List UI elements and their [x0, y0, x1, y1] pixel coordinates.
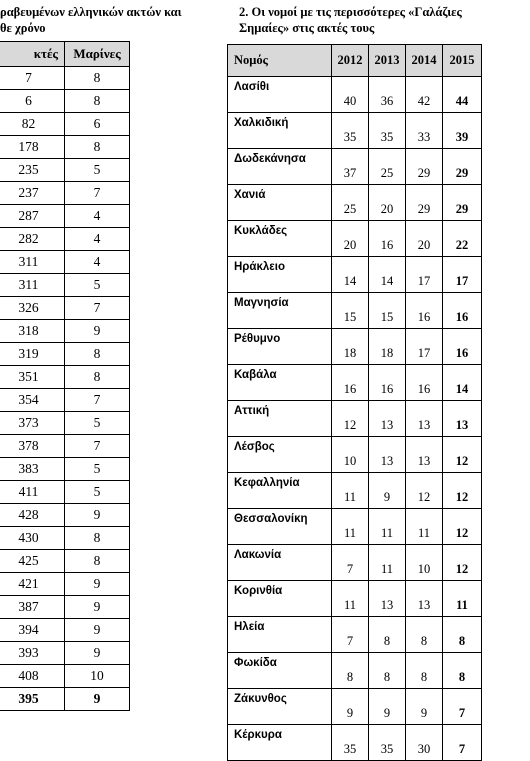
- value-2015-cell: 14: [443, 365, 482, 401]
- table-row: [0, 688, 130, 711]
- value-2012-cell: 11: [332, 581, 369, 617]
- table-row: [0, 136, 130, 159]
- value-2015-cell: 16: [443, 329, 482, 365]
- marinas-cell: 9: [65, 688, 130, 711]
- table-row: [228, 221, 482, 257]
- value-2012-cell: 40: [332, 77, 369, 113]
- value-2014-cell: 10: [406, 545, 443, 581]
- table-row: [0, 159, 130, 182]
- table-row: [228, 365, 482, 401]
- beaches-cell: 311: [0, 251, 65, 274]
- table-row: [0, 642, 130, 665]
- value-2012-cell: 25: [332, 185, 369, 221]
- value-2013-cell: 18: [369, 329, 406, 365]
- prefecture-cell: Ζάκυνθος: [228, 689, 332, 725]
- table-row: [0, 182, 130, 205]
- value-2012-cell: 9: [332, 689, 369, 725]
- marinas-cell: 8: [65, 67, 130, 90]
- value-2014-cell: 30: [406, 725, 443, 761]
- value-2014-cell: 29: [406, 149, 443, 185]
- marinas-cell: 9: [65, 596, 130, 619]
- table-row: [0, 596, 130, 619]
- value-2015-cell: 22: [443, 221, 482, 257]
- table-row: [228, 545, 482, 581]
- table-row: [228, 77, 482, 113]
- prefecture-cell: Λασίθι: [228, 77, 332, 113]
- table-row: [228, 617, 482, 653]
- marinas-cell: 9: [65, 320, 130, 343]
- value-2012-cell: 14: [332, 257, 369, 293]
- value-2014-cell: 29: [406, 185, 443, 221]
- value-2012-cell: 20: [332, 221, 369, 257]
- table-row: [0, 297, 130, 320]
- table-row: [228, 293, 482, 329]
- prefecture-cell: Κεφαλληνία: [228, 473, 332, 509]
- value-2012-cell: 11: [332, 509, 369, 545]
- prefecture-cell: Δωδεκάνησα: [228, 149, 332, 185]
- header-year-2012: 2012: [332, 45, 369, 77]
- marinas-cell: 9: [65, 642, 130, 665]
- value-2014-cell: 20: [406, 221, 443, 257]
- value-2012-cell: 7: [332, 617, 369, 653]
- value-2015-cell: 12: [443, 437, 482, 473]
- value-2014-cell: 16: [406, 293, 443, 329]
- marinas-cell: 8: [65, 136, 130, 159]
- header-marinas: Μαρίνες: [65, 42, 130, 67]
- value-2013-cell: 35: [369, 113, 406, 149]
- table-row: [0, 205, 130, 228]
- value-2014-cell: 13: [406, 401, 443, 437]
- header-year-2013: 2013: [369, 45, 406, 77]
- table-header-row: [228, 45, 482, 77]
- table-row: [228, 257, 482, 293]
- marinas-cell: 4: [65, 228, 130, 251]
- prefecture-cell: Κορινθία: [228, 581, 332, 617]
- table-row: [228, 437, 482, 473]
- marinas-cell: 9: [65, 619, 130, 642]
- marinas-cell: 8: [65, 343, 130, 366]
- marinas-cell: 7: [65, 297, 130, 320]
- value-2013-cell: 16: [369, 365, 406, 401]
- prefecture-cell: Αττική: [228, 401, 332, 437]
- table-row: [0, 389, 130, 412]
- table-row: [0, 665, 130, 688]
- marinas-cell: 7: [65, 435, 130, 458]
- value-2013-cell: 11: [369, 545, 406, 581]
- table-row: [0, 228, 130, 251]
- value-2015-cell: 16: [443, 293, 482, 329]
- marinas-cell: 5: [65, 412, 130, 435]
- value-2012-cell: 35: [332, 113, 369, 149]
- value-2013-cell: 16: [369, 221, 406, 257]
- value-2013-cell: 13: [369, 581, 406, 617]
- table-row: [0, 481, 130, 504]
- value-2013-cell: 36: [369, 77, 406, 113]
- table-row: [0, 435, 130, 458]
- beaches-marinas-table: [0, 41, 130, 711]
- value-2015-cell: 12: [443, 509, 482, 545]
- value-2014-cell: 33: [406, 113, 443, 149]
- prefecture-cell: Χαλκιδική: [228, 113, 332, 149]
- table-row: [0, 412, 130, 435]
- marinas-cell: 4: [65, 205, 130, 228]
- value-2012-cell: 11: [332, 473, 369, 509]
- table-row: [228, 689, 482, 725]
- value-2013-cell: 8: [369, 617, 406, 653]
- prefecture-cell: Ηράκλειο: [228, 257, 332, 293]
- table-row: [0, 504, 130, 527]
- value-2015-cell: 13: [443, 401, 482, 437]
- table-row: [0, 619, 130, 642]
- table-row: [0, 251, 130, 274]
- prefecture-cell: Καβάλα: [228, 365, 332, 401]
- beaches-cell: 318: [0, 320, 65, 343]
- value-2012-cell: 37: [332, 149, 369, 185]
- value-2014-cell: 13: [406, 581, 443, 617]
- value-2015-cell: 12: [443, 473, 482, 509]
- table-row: [0, 343, 130, 366]
- value-2013-cell: 9: [369, 473, 406, 509]
- prefecture-cell: Ηλεία: [228, 617, 332, 653]
- table-row: [228, 401, 482, 437]
- table-row: [0, 274, 130, 297]
- value-2013-cell: 11: [369, 509, 406, 545]
- marinas-cell: 8: [65, 550, 130, 573]
- value-2013-cell: 9: [369, 689, 406, 725]
- value-2013-cell: 20: [369, 185, 406, 221]
- marinas-cell: 5: [65, 458, 130, 481]
- value-2015-cell: 7: [443, 689, 482, 725]
- beaches-cell: 7: [0, 67, 65, 90]
- value-2012-cell: 15: [332, 293, 369, 329]
- left-table-caption: [0, 4, 182, 36]
- table-header-row: [0, 42, 130, 67]
- table-row: [228, 509, 482, 545]
- beaches-cell: 395: [0, 688, 65, 711]
- table-row: [0, 113, 130, 136]
- marinas-cell: 8: [65, 527, 130, 550]
- marinas-cell: 5: [65, 159, 130, 182]
- value-2012-cell: 7: [332, 545, 369, 581]
- value-2013-cell: 25: [369, 149, 406, 185]
- value-2013-cell: 35: [369, 725, 406, 761]
- beaches-cell: 378: [0, 435, 65, 458]
- value-2015-cell: 8: [443, 653, 482, 689]
- table-row: [0, 527, 130, 550]
- marinas-cell: 5: [65, 274, 130, 297]
- beaches-cell: 235: [0, 159, 65, 182]
- beaches-cell: 430: [0, 527, 65, 550]
- value-2015-cell: 39: [443, 113, 482, 149]
- table-row: [228, 725, 482, 761]
- left-caption-line-2: θε χρόνο: [0, 21, 46, 35]
- table-row: [0, 90, 130, 113]
- beaches-cell: 326: [0, 297, 65, 320]
- value-2012-cell: 8: [332, 653, 369, 689]
- right-table-body: [228, 77, 482, 761]
- right-table-caption: [239, 4, 462, 36]
- value-2015-cell: 11: [443, 581, 482, 617]
- marinas-cell: 5: [65, 481, 130, 504]
- table-row: [0, 320, 130, 343]
- value-2014-cell: 17: [406, 257, 443, 293]
- right-caption-line-2: Σημαίες» στις ακτές τους: [239, 21, 375, 35]
- beaches-cell: 6: [0, 90, 65, 113]
- value-2015-cell: 17: [443, 257, 482, 293]
- beaches-cell: 393: [0, 642, 65, 665]
- beaches-cell: 351: [0, 366, 65, 389]
- prefecture-cell: Λέσβος: [228, 437, 332, 473]
- value-2012-cell: 18: [332, 329, 369, 365]
- header-year-2015: 2015: [443, 45, 482, 77]
- value-2014-cell: 8: [406, 617, 443, 653]
- value-2014-cell: 8: [406, 653, 443, 689]
- table-row: [228, 653, 482, 689]
- beaches-cell: 387: [0, 596, 65, 619]
- value-2015-cell: 29: [443, 149, 482, 185]
- marinas-cell: 4: [65, 251, 130, 274]
- value-2014-cell: 12: [406, 473, 443, 509]
- value-2013-cell: 15: [369, 293, 406, 329]
- table-row: [0, 550, 130, 573]
- beaches-cell: 287: [0, 205, 65, 228]
- beaches-cell: 319: [0, 343, 65, 366]
- table-row: [228, 113, 482, 149]
- value-2014-cell: 17: [406, 329, 443, 365]
- beaches-cell: 237: [0, 182, 65, 205]
- table-row: [228, 329, 482, 365]
- table-row: [0, 458, 130, 481]
- beaches-cell: 383: [0, 458, 65, 481]
- header-beaches: κτές: [0, 42, 65, 67]
- marinas-cell: 7: [65, 182, 130, 205]
- right-caption-line-1: 2. Οι νομοί με τις περισσότερες «Γαλάζιες: [239, 5, 462, 19]
- beaches-cell: 408: [0, 665, 65, 688]
- beaches-cell: 428: [0, 504, 65, 527]
- value-2013-cell: 13: [369, 437, 406, 473]
- beaches-cell: 178: [0, 136, 65, 159]
- header-prefecture: Νομός: [228, 45, 332, 77]
- blue-flags-by-prefecture-table: [227, 44, 482, 761]
- prefecture-cell: Ρέθυμνο: [228, 329, 332, 365]
- value-2012-cell: 12: [332, 401, 369, 437]
- beaches-cell: 354: [0, 389, 65, 412]
- marinas-cell: 8: [65, 90, 130, 113]
- prefecture-cell: Χανιά: [228, 185, 332, 221]
- marinas-cell: 6: [65, 113, 130, 136]
- table-row: [0, 366, 130, 389]
- value-2015-cell: 7: [443, 725, 482, 761]
- beaches-cell: 421: [0, 573, 65, 596]
- value-2015-cell: 44: [443, 77, 482, 113]
- value-2014-cell: 13: [406, 437, 443, 473]
- value-2014-cell: 9: [406, 689, 443, 725]
- table-row: [228, 473, 482, 509]
- beaches-cell: 394: [0, 619, 65, 642]
- value-2015-cell: 12: [443, 545, 482, 581]
- left-caption-line-1: ραβευμένων ελληνικών ακτών και: [0, 5, 182, 19]
- value-2013-cell: 14: [369, 257, 406, 293]
- value-2012-cell: 10: [332, 437, 369, 473]
- value-2013-cell: 13: [369, 401, 406, 437]
- beaches-cell: 82: [0, 113, 65, 136]
- marinas-cell: 9: [65, 573, 130, 596]
- beaches-cell: 373: [0, 412, 65, 435]
- value-2015-cell: 29: [443, 185, 482, 221]
- table-row: [0, 573, 130, 596]
- marinas-cell: 9: [65, 504, 130, 527]
- table-row: [228, 185, 482, 221]
- value-2012-cell: 35: [332, 725, 369, 761]
- prefecture-cell: Θεσσαλονίκη: [228, 509, 332, 545]
- prefecture-cell: Κυκλάδες: [228, 221, 332, 257]
- beaches-cell: 411: [0, 481, 65, 504]
- prefecture-cell: Μαγνησία: [228, 293, 332, 329]
- value-2015-cell: 8: [443, 617, 482, 653]
- value-2014-cell: 42: [406, 77, 443, 113]
- prefecture-cell: Λακωνία: [228, 545, 332, 581]
- beaches-cell: 282: [0, 228, 65, 251]
- value-2012-cell: 16: [332, 365, 369, 401]
- beaches-cell: 425: [0, 550, 65, 573]
- left-table-body: [0, 67, 130, 711]
- beaches-cell: 311: [0, 274, 65, 297]
- marinas-cell: 7: [65, 389, 130, 412]
- prefecture-cell: Φωκίδα: [228, 653, 332, 689]
- marinas-cell: 8: [65, 366, 130, 389]
- table-row: [0, 67, 130, 90]
- marinas-cell: 10: [65, 665, 130, 688]
- value-2014-cell: 16: [406, 365, 443, 401]
- table-row: [228, 149, 482, 185]
- value-2014-cell: 11: [406, 509, 443, 545]
- table-row: [228, 581, 482, 617]
- value-2013-cell: 8: [369, 653, 406, 689]
- header-year-2014: 2014: [406, 45, 443, 77]
- prefecture-cell: Κέρκυρα: [228, 725, 332, 761]
